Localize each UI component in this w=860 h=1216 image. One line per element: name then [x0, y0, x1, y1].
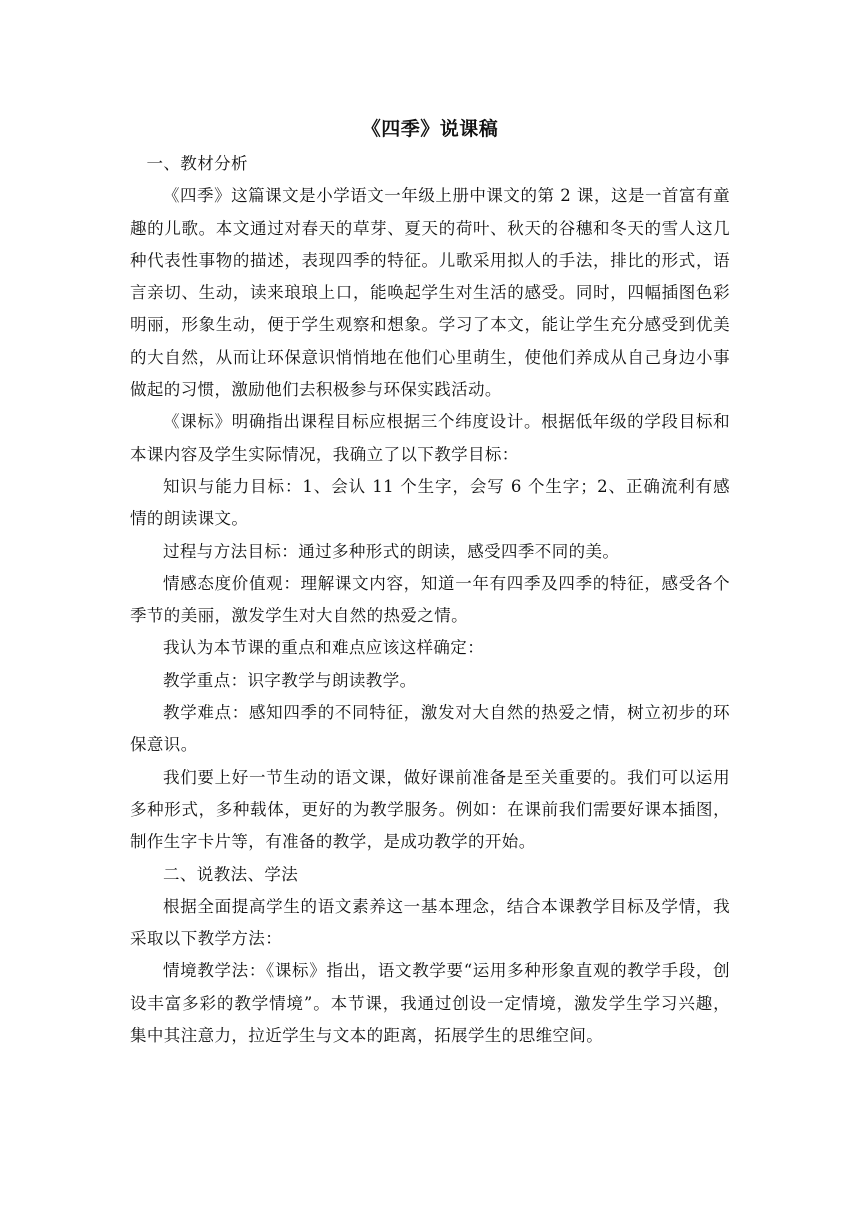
paragraph-emotion-goal: 情感态度价值观：理解课文内容，知道一年有四季及四季的特征，感受各个季节的美丽，激发学生对大自然的热爱之情。 — [130, 573, 730, 626]
paragraph-teaching-focus: 教学重点：识字教学与朗读教学。 — [163, 670, 417, 690]
paragraph-curriculum-goals: 《课标》明确指出课程目标应根据三个纬度设计。根据低年级的学段目标和本课内容及学生实际情况，我确立了以下教学目标： — [130, 412, 730, 464]
paragraph-key-points-intro: 我认为本节课的重点和难点应该这样确定： — [163, 638, 485, 658]
paragraph-methods-intro: 根据全面提高学生的语文素养这一基本理念，结合本课教学目标及学情，我采取以下教学方法： — [130, 896, 730, 949]
paragraph-process-goal: 过程与方法目标：通过多种形式的朗读，感受四季不同的美。 — [163, 541, 620, 561]
section-heading-textbook-analysis: 一、教材分析 — [146, 154, 248, 173]
section-heading-methods: 二、说教法、学法 — [163, 864, 299, 884]
document-body — [130, 112, 730, 1052]
paragraph-situational-teaching: 情境教学法：《课标》指出，语文教学要“运用多种形象直观的教学手段，创设丰富多彩的教学情境”。本节课，我通过创设一定情境，激发学生学习兴趣，集中其注意力，拉近学生与文本的距离，拓展学生的思维空间。 — [130, 961, 730, 1046]
paragraph-knowledge-goal: 知识与能力目标：1、会认 11 个生字，会写 6 个生字；2、正确流利有感情的朗读课文。 — [130, 476, 730, 529]
document-title: 《四季》说课稿 — [361, 118, 499, 140]
paragraph-preparation: 我们要上好一节生动的语文课，做好课前准备是至关重要的。我们可以运用多种形式，多种载体，更好的为教学服务。例如：在课前我们需要好课本插图，制作生字卡片等，有准备的教学，是成功教学的开始。 — [130, 767, 730, 852]
paragraph-teaching-difficulty: 教学难点：感知四季的不同特征，激发对大自然的热爱之情，树立初步的环保意识。 — [130, 703, 730, 755]
paragraph-text-intro: 《四季》这篇课文是小学语文一年级上册中课文的第 2 课，这是一首富有童趣的儿歌。本文通过对春天的草芽、夏天的荷叶、秋天的谷穗和冬天的雪人这几种代表性事物的描述，表现四季的特征。儿歌采用拟人的手法，排比的形式，语言亲切、生动，读来琅琅上口，能唤起学生对生活的感受。同时，四幅插图色彩明丽，形象生动，便于学生观察和想象。学习了本文，能让学生充分感受到优美的大自然，从而让环保意识悄悄地在他们心里萌生，使他们养成从自己身边小事做起的习惯，激励他们去积极参与环保实践活动。 — [130, 186, 730, 400]
